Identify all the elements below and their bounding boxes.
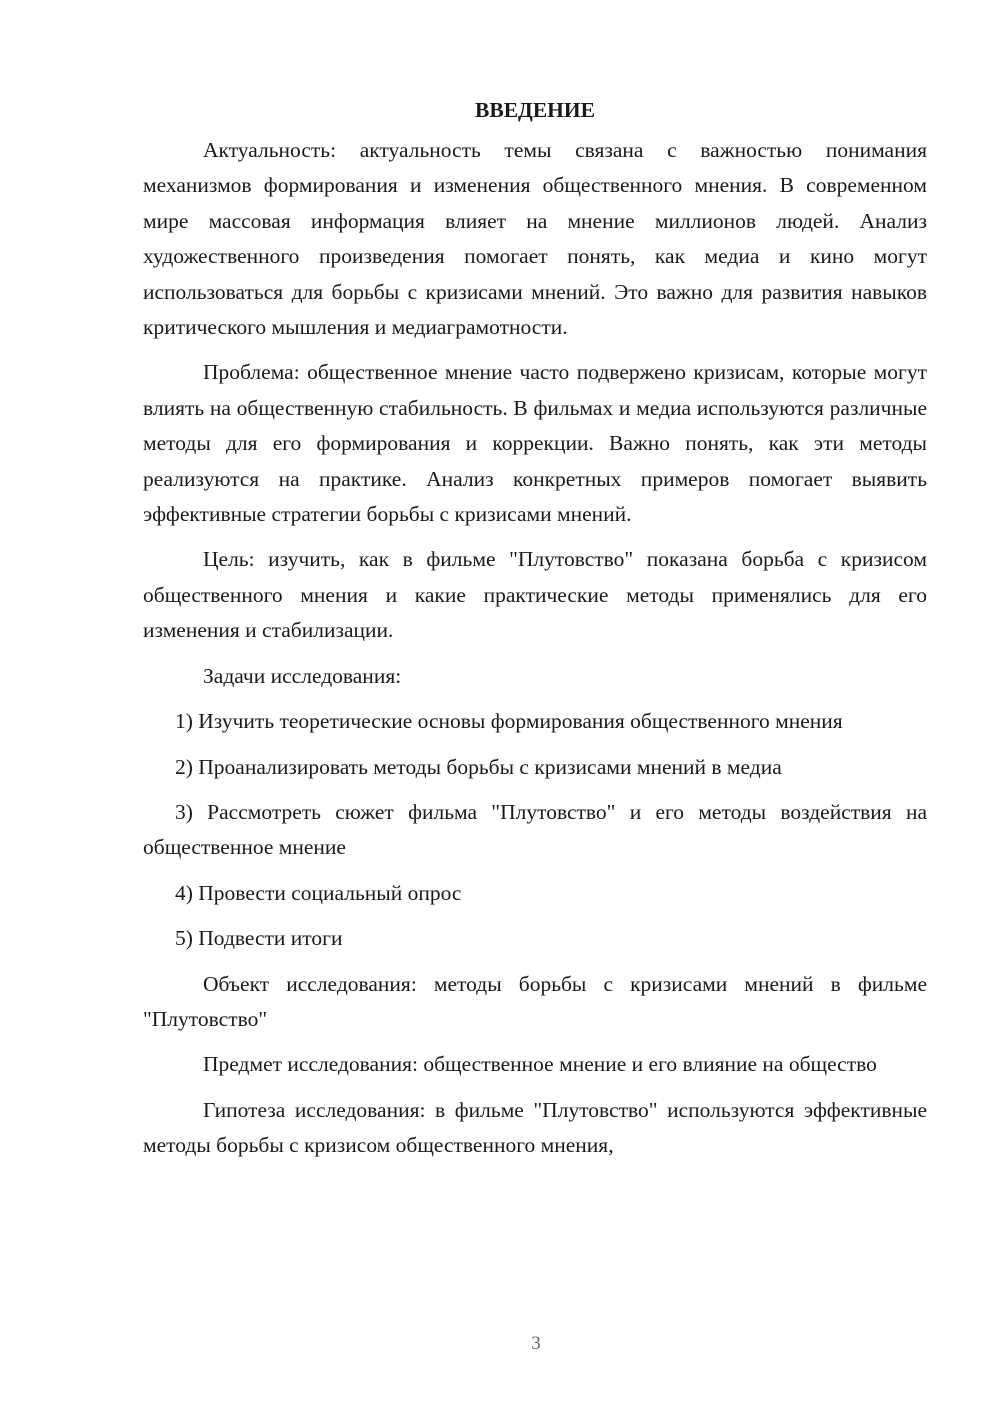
paragraph-object: Объект исследования: методы борьбы с кризисами мнений в фильме "Плутовство" [143,971,927,1031]
paragraph-goal: Цель: изучить, как в фильме "Плутовство" показана борьба с кризисом общественного мнения и какие практические методы применялись для его изменения и стабилизации. [143,547,927,643]
task-item-3: 3) Рассмотреть сюжет фильма "Плутовство" и его методы воздействия на общественное мнение [143,799,927,860]
paragraph-subject: Предмет исследования: общественное мнение и его влияние на общество [203,1052,877,1077]
task-item-1: 1) Изучить теоретические основы формирования общественного мнения [175,709,843,734]
task-item-2: 2) Проанализировать методы борьбы с кризисами мнений в медиа [175,754,782,779]
tasks-title: Задачи исследования: [203,663,402,688]
page-content [143,93,927,1174]
page-number: 3 [531,1333,541,1354]
section-heading: ВВЕДЕНИЕ [475,98,595,122]
paragraph-hypothesis: Гипотеза исследования: в фильме "Плутовство" используются эффективные методы борьбы с кризисом общественного мнения, [143,1097,927,1158]
paragraph-relevance: Актуальность: актуальность темы связана с важностью понимания механизмов формирования и изменения общественного мнения. В современном мире массовая информация влияет на мнение миллионов людей. Анализ художественного произведения помогает понять, как медиа и кино могут использоваться для борьбы с кризисами мнений. Это важно для развития навыков критического мышления и медиаграмотности. [143,138,927,340]
task-item-4: 4) Провести социальный опрос [175,880,462,905]
task-item-5: 5) Подвести итоги [175,926,343,951]
paragraph-problem: Проблема: общественное мнение часто подвержено кризисам, которые могут влиять на общественную стабильность. В фильмах и медиа используются различные методы для его формирования и коррекции. Важно понять, как эти методы реализуются на практике. Анализ конкретных примеров помогает выявить эффективные стратегии борьбы с кризисами мнений. [143,360,927,527]
